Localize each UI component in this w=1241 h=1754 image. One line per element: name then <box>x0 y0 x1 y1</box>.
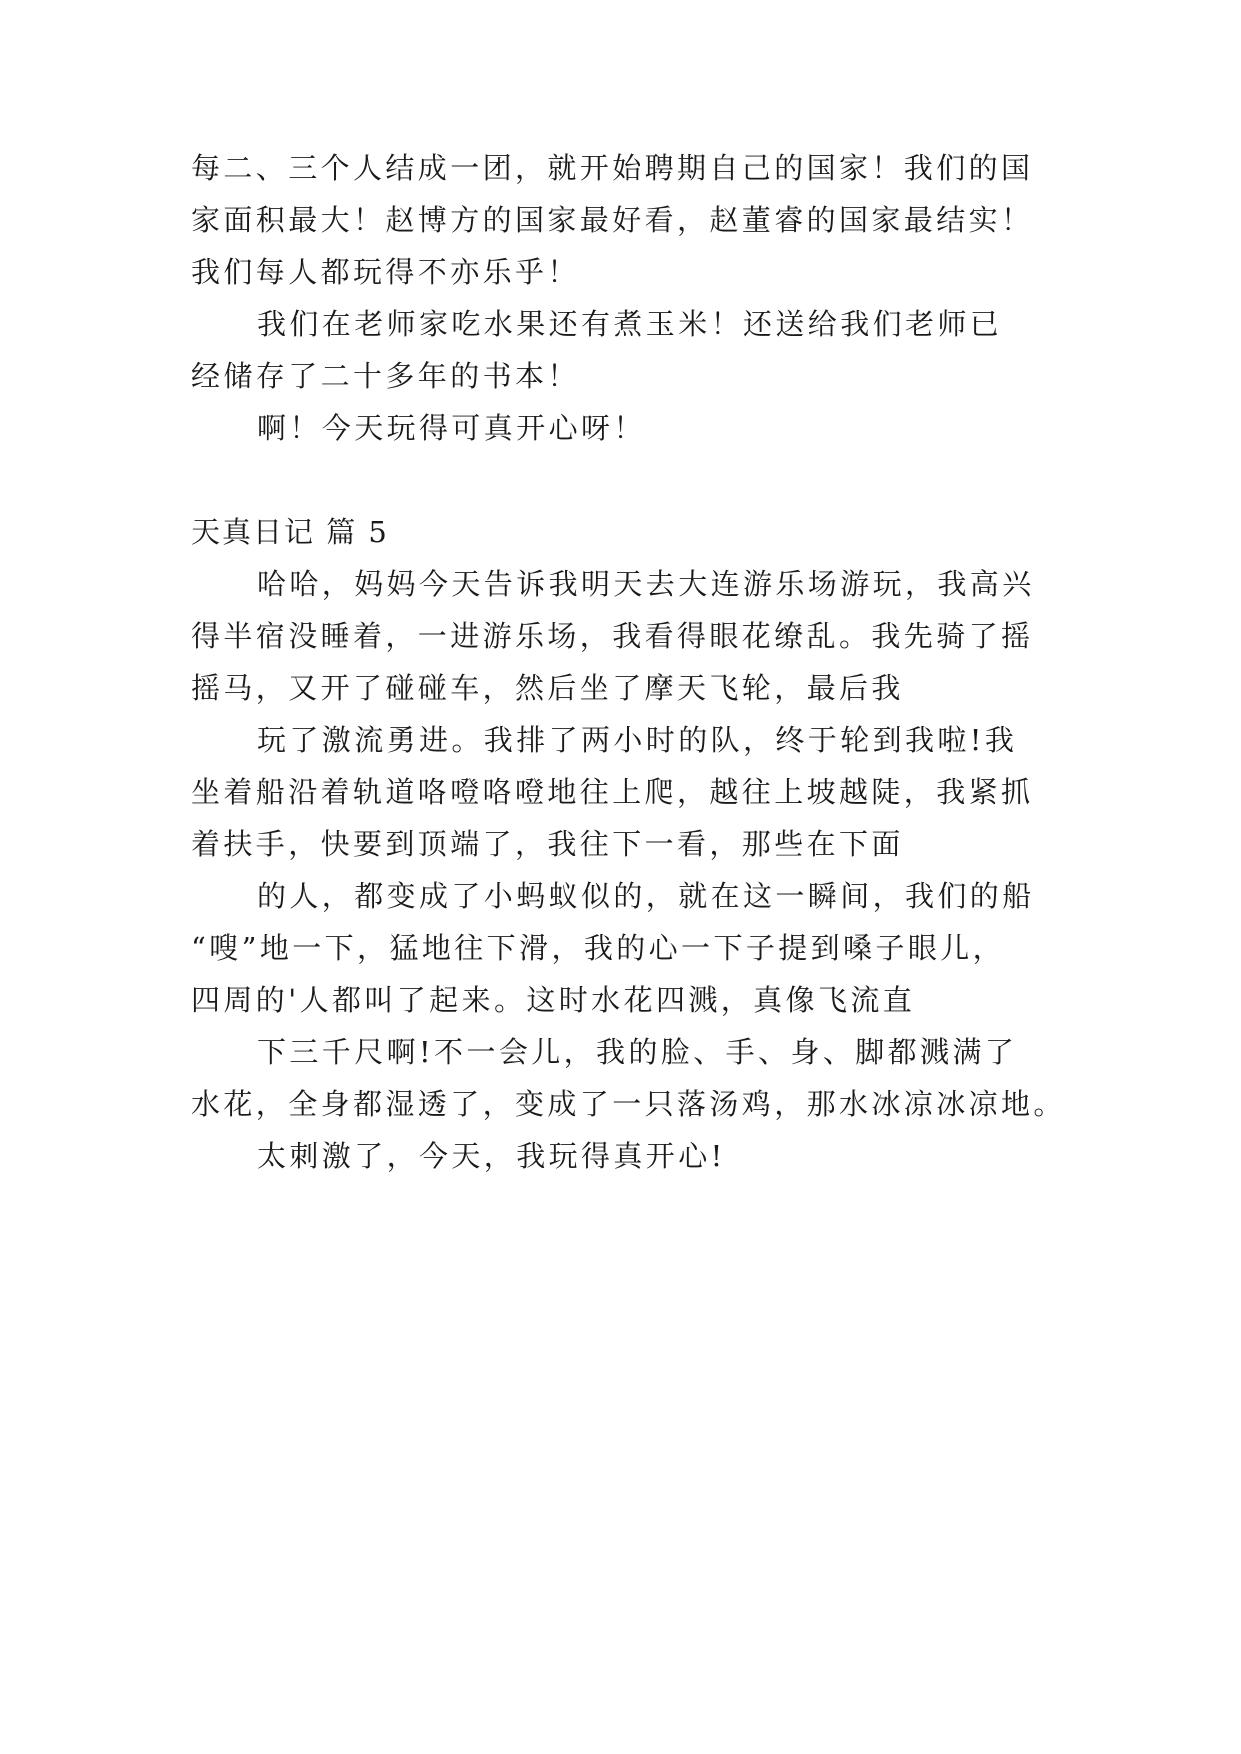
paragraph-line: 经储存了二十多年的书本！ <box>191 359 580 393</box>
paragraph-line: 四周的'人都叫了起来。这时水花四溅，真像飞流直 <box>191 983 916 1017</box>
paragraph-line: 摇马，又开了碰碰车，然后坐了摩天飞轮，最后我 <box>191 671 904 705</box>
paragraph-line: 我们在老师家吃水果还有煮玉米！还送给我们老师已 <box>257 307 1003 341</box>
paragraph-line: 的人，都变成了小蚂蚁似的，就在这一瞬间，我们的船 <box>257 879 1035 913</box>
paragraph-line: 啊！今天玩得可真开心呀！ <box>257 411 646 445</box>
paragraph-line: 坐着船沿着轨道咯噔咯噔地往上爬，越往上坡越陡，我紧抓 <box>191 775 1034 809</box>
paragraph-line: 着扶手，快要到顶端了，我往下一看，那些在下面 <box>191 827 904 861</box>
paragraph-line: 得半宿没睡着，一进游乐场，我看得眼花缭乱。我先骑了摇 <box>191 619 1034 653</box>
paragraph-line: 太刺激了，今天，我玩得真开心! <box>257 1139 726 1173</box>
paragraph-line: 每二、三个人结成一团，就开始聘期自己的国家！我们的国 <box>191 151 1034 185</box>
paragraph-line: 玩了激流勇进。我排了两小时的队，终于轮到我啦!我 <box>257 723 1018 757</box>
paragraph-line: 家面积最大！赵博方的国家最好看，赵董睿的国家最结实！ <box>191 203 1034 237</box>
paragraph-line: 水花，全身都湿透了，变成了一只落汤鸡，那水冰凉冰凉地。 <box>191 1087 1066 1121</box>
section-title: 天真日记 篇 5 <box>191 515 389 549</box>
paragraph-line: “嗖”地一下，猛地往下滑，我的心一下子提到嗓子眼儿， <box>191 931 1006 965</box>
paragraph-line: 下三千尺啊!不一会儿，我的脸、手、身、脚都溅满了 <box>257 1035 1018 1069</box>
paragraph-line: 哈哈，妈妈今天告诉我明天去大连游乐场游玩，我高兴 <box>257 567 1035 601</box>
paragraph-line: 我们每人都玩得不亦乐乎！ <box>191 255 580 289</box>
